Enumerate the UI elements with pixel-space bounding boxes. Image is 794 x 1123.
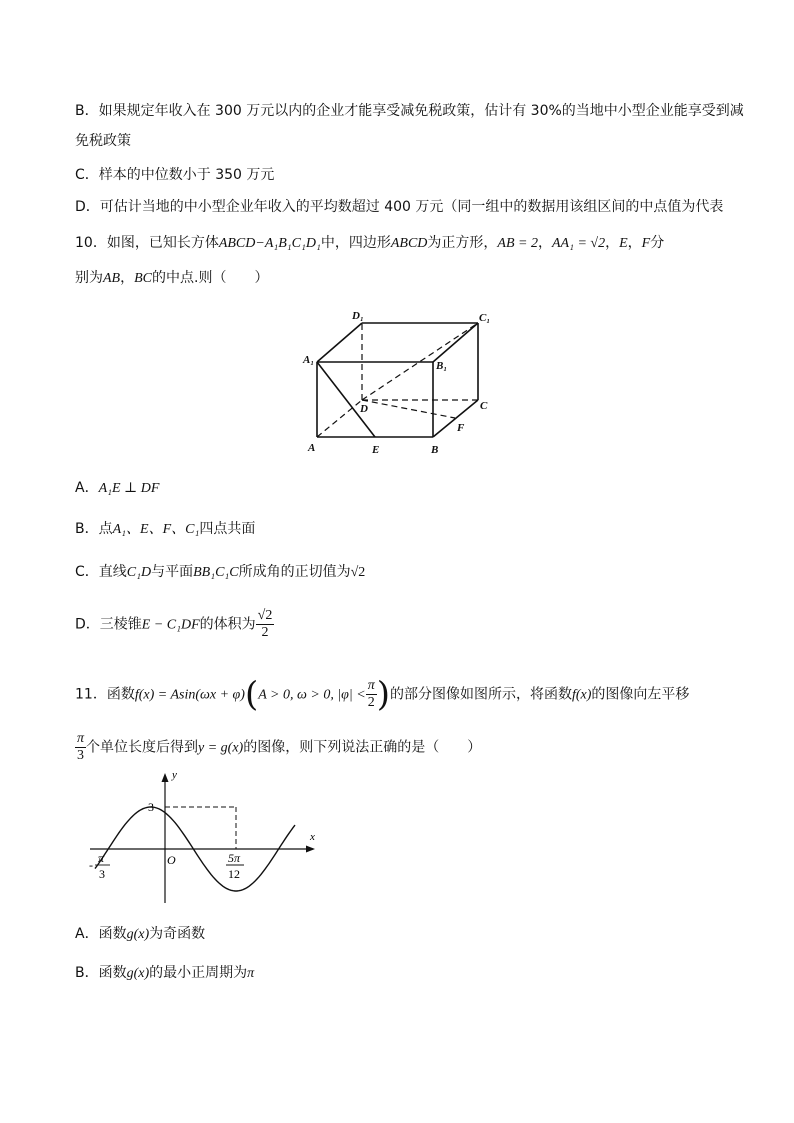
q11-text1: 的部分图像如图所示，将函数 [389,686,572,703]
q11-option-b-g: g(x) [126,966,150,981]
q11-text3: 个单位长度后得到 [86,739,199,756]
q10-option-d-expr: E − C₁DF [141,617,200,633]
x-axis-arrow [306,846,315,853]
q10-line2-b: 的中点.则（ ） [152,270,269,286]
q10-aa1: AA₁ = √2 [551,236,606,251]
right-x-den: 12 [228,867,240,881]
q11-option-b-value: π [247,966,255,981]
q10-line2-ab: AB [103,271,121,286]
max-value-label: 3 [148,800,154,814]
q10-cuboid-figure [300,305,500,457]
q10-number: 10．如图，已知长方体 [75,235,219,251]
q10-option-a-expr: A₁E ⊥ DF [98,481,160,496]
left-x-den: 3 [99,867,105,881]
label-d1: D₁ [352,310,364,322]
q11-condition-fraction [366,678,377,711]
label-a1: A₁ [303,354,315,366]
q11-function: f(x) = Asin(ωx + φ) [134,687,245,703]
q10-option-d-num: √2 [257,608,273,623]
x-axis-label: x [310,831,315,843]
q11-option-a-g: g(x) [126,927,150,942]
q10-option-d-prefix: D．三棱锥 [75,616,142,633]
q10-line2-bc: BC [134,271,152,286]
q11-stem-line2 [75,731,481,764]
label-c: C [480,400,488,412]
q10-option-c-plane: BB₁C₁C [193,565,239,580]
q11-gx: y = g(x) [198,740,244,756]
q11-stem-line1: 11．函数f(x) = Asin(ωx + φ)(A > 0, ω > 0, |φ| < $\frac{\pi}{2}$ )的部分图像如图所示，将函数f(x)的图像向左平移 [75,674,690,715]
q10-option-c-prefix: C．直线 [75,564,127,580]
hidden-segment-d-f [362,400,455,418]
q9-option-c: C．样本的中位数小于 350 万元 [75,167,275,183]
q10-option-c [75,562,365,583]
q10-square: ABCD [390,236,428,251]
q11-text2: 的图像向左平移 [591,686,690,703]
q11-text4: 的图像，则下列说法正确的是（ ） [243,739,482,756]
q11-condition: A > 0, ω > 0, |φ| < [258,687,366,703]
hidden-edge-a-d [317,400,362,437]
q10-option-d [75,608,274,641]
label-b1: B₁ [436,360,448,372]
q10-option-b-expr: A₁、E、F、C₁ [112,522,200,537]
q10-option-d-den: 2 [261,625,269,640]
q11-option-a [75,924,205,945]
q9-option-b-line1: B．如果规定年收入在 300 万元以内的企业才能享受减免税政策，估计有 30%的当地中小型企业能享受到减 [75,103,744,119]
q10-option-d-fraction [256,608,275,641]
q10-option-b [75,519,255,540]
q10-option-c-mid: 与平面 [151,564,194,580]
q10-f: F [641,236,651,251]
left-x-sign: - [89,858,93,872]
q11-number: 11．函数 [75,686,135,703]
q10-option-d-mid: 的体积为 [199,616,256,633]
q11-cond-num: π [367,678,375,693]
q10-e: E [619,236,628,251]
q11-option-b [75,963,254,984]
right-x-num: 5π [228,851,241,865]
q9-option-b-line2: 免税政策 [75,133,131,149]
y-axis-label: y [172,769,177,781]
label-a: A [308,442,316,454]
q11-option-a-prefix: A．函数 [75,926,127,942]
q10-stem-line1: 10．如图，已知长方体ABCD−A₁B₁C₁D₁中，四边形ABCD为正方形，AB = 2，AA₁ = √2，E，F分 [75,235,665,251]
q11-option-b-suffix: 的最小正周期为 [149,965,248,981]
q11-option-a-suffix: 为奇函数 [149,926,206,942]
q11-fx: f(x) [571,687,592,703]
q10-option-a [75,478,159,499]
label-f: F [457,422,465,434]
q10-option-b-prefix: B．点 [75,521,113,537]
label-b: B [431,444,439,456]
q11-cond-den: 2 [367,695,375,710]
q10-option-c-value: √2 [350,565,366,580]
edge-b-c [433,400,478,437]
q10-stem-line2: 别为AB，BC的中点.则（ ） [75,270,269,286]
q10-text3: 分 [650,235,665,251]
label-e: E [372,444,380,456]
q11-shift-num: π [77,731,85,746]
q10-option-a-prefix: A． [75,480,99,496]
q10-text2: 为正方形， [427,235,498,251]
edge-a1-d1 [317,323,362,362]
left-x-num: π [98,851,105,865]
y-axis-arrow [162,773,169,782]
q11-sine-graph [85,765,325,905]
label-d: D [360,403,368,415]
q9-option-d: D．可估计当地的中小型企业年收入的平均数超过 400 万元（同一组中的数据用该组区间的中点值为代表 [75,199,724,215]
q10-line2-a: 别为 [75,270,103,286]
label-c1: C₁ [479,312,491,324]
q10-ab: AB = 2 [497,236,538,251]
q10-option-c-line: C₁D [126,565,152,580]
origin-label: O [167,853,176,867]
edge-b1-c1 [433,323,478,362]
q11-shift-fraction [75,731,86,764]
q11-shift-den: 3 [77,748,84,763]
q10-solid: ABCD−A₁B₁C₁D₁ [218,236,321,251]
q11-option-b-prefix: B．函数 [75,965,127,981]
q10-option-b-suffix: 四点共面 [199,521,256,537]
q10-text1: 中，四边形 [320,235,391,251]
q10-option-c-mid2: 所成角的正切值为 [238,564,351,580]
